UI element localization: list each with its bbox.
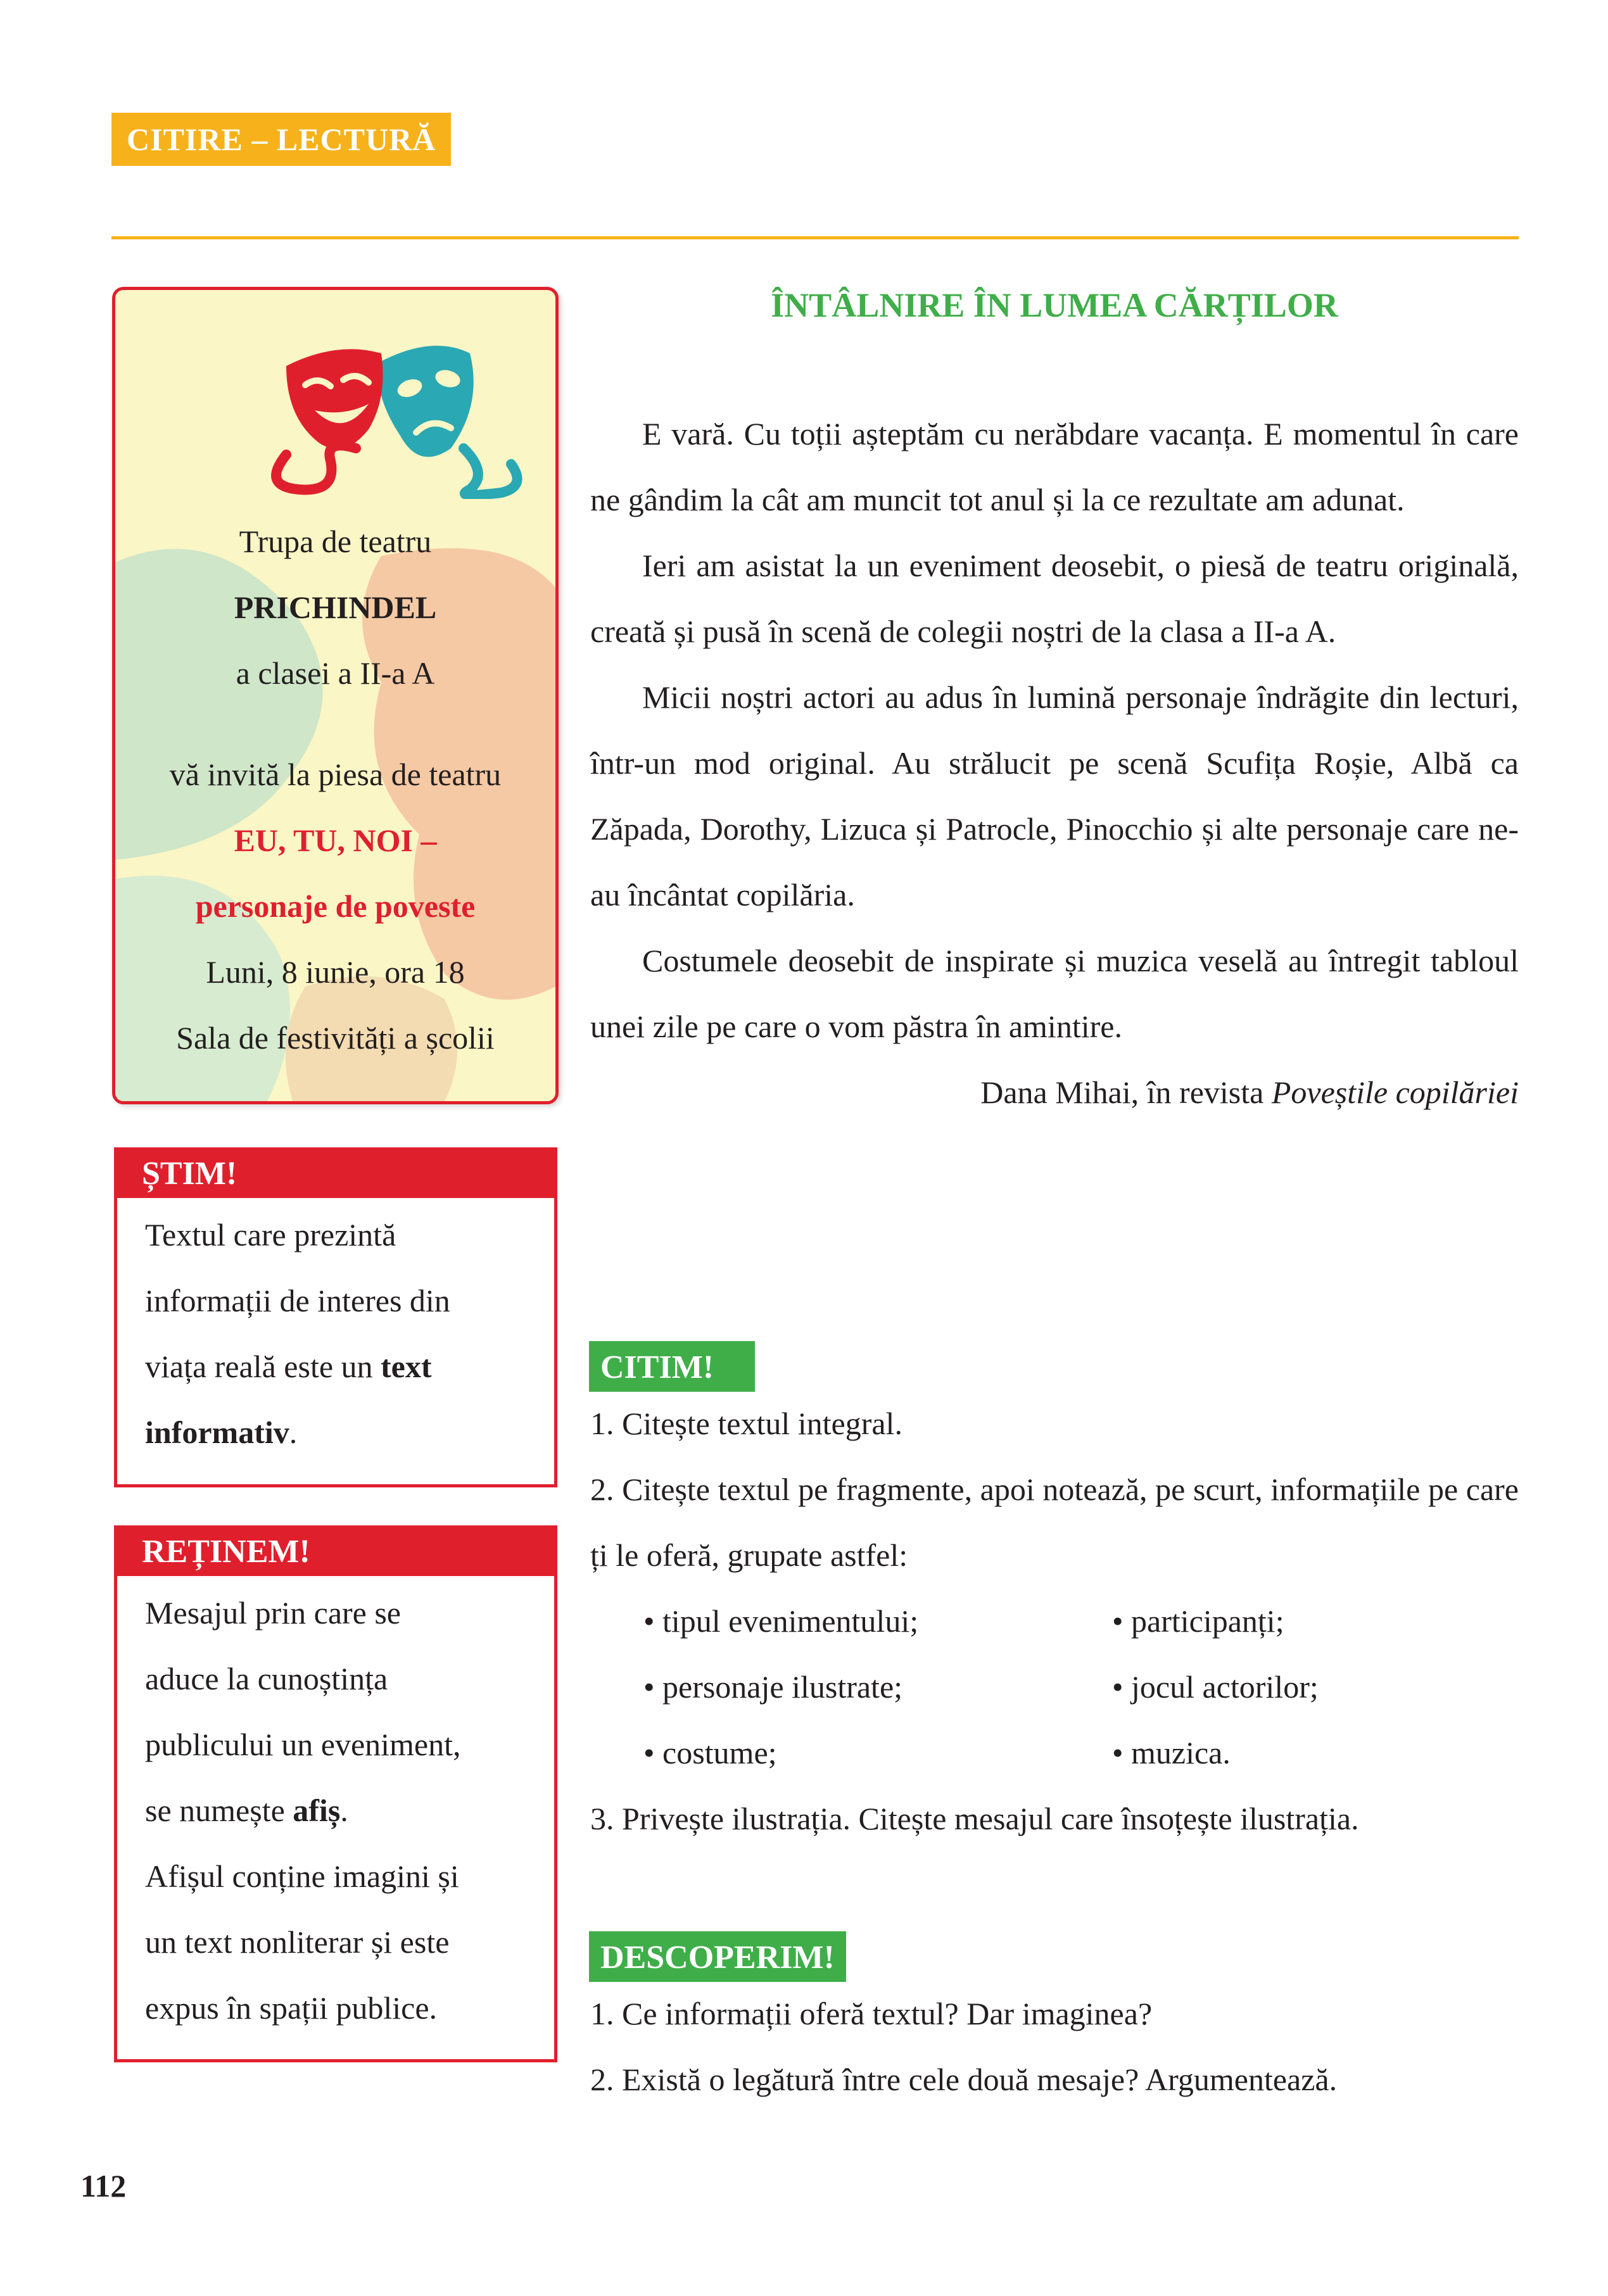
citim-heading: CITIM!: [589, 1341, 755, 1392]
article-paragraph: Ieri am asistat la un eveniment deosebit, o piesă de teatru originală, creată și pusă în scenă de colegii noștri de la clasa a II-a A.: [590, 548, 1519, 649]
question-item: 2. Există o legătură între cele două mesaje? Argumentează.: [590, 2062, 1338, 2097]
stim-body: [117, 1198, 554, 1465]
article-source: [590, 1059, 1519, 1125]
poster-play-title: EU, TU, NOI –: [234, 823, 437, 858]
article-body: [590, 401, 1519, 1125]
retinem-heading: REȚINEM!: [114, 1525, 557, 1576]
stim-line: Textul care prezintă: [145, 1217, 396, 1252]
bullet-item: • tipul evenimentului;: [643, 1603, 919, 1639]
poster-date: Luni, 8 iunie, ora 18: [206, 954, 465, 990]
bullet-item: • costume;: [643, 1735, 777, 1770]
text-run: se numește: [145, 1793, 293, 1828]
stim-line: [145, 1399, 541, 1465]
task-item: 3. Privește ilustrația. Citește mesajul care însoțește ilustrația.: [590, 1801, 1359, 1836]
task-item: 1. Citește textul integral.: [590, 1406, 902, 1441]
header-divider: [111, 236, 1519, 239]
retinem-line: un text nonliterar și este: [145, 1924, 450, 1960]
poster-line: Trupa de teatru: [239, 524, 432, 559]
retinem-line: publicului un eveniment,: [145, 1727, 461, 1762]
poster-line: vă invită la piesa de teatru: [169, 757, 502, 792]
poster-troupe-name: PRICHINDEL: [234, 590, 437, 625]
citim-tasks: [590, 1391, 1519, 1851]
bullet-list: [590, 1588, 1519, 1786]
retinem-box: [114, 1525, 557, 2062]
bold-term: afiș: [293, 1793, 341, 1828]
article-paragraph: E vară. Cu toții așteptăm cu nerăbdare vacanța. E momentul în care ne gândim la cât am muncit tot anul și la ce rezultate am adunat.: [590, 416, 1519, 517]
poster-text: [115, 508, 555, 1071]
text-run: viața reală este un: [145, 1349, 381, 1384]
descoperim-questions: [590, 1981, 1519, 2112]
stim-heading: ȘTIM!: [114, 1147, 557, 1198]
retinem-line: Afișul conține imagini și: [145, 1858, 459, 1894]
text-run: .: [289, 1415, 298, 1450]
bold-term: text: [381, 1349, 432, 1384]
question-item: 1. Ce informații oferă textul? Dar imaginea?: [590, 1996, 1153, 2031]
poster-place: Sala de festivități a școlii: [176, 1020, 495, 1056]
article-title: ÎNTÂLNIRE ÎN LUMEA CĂRȚILOR: [771, 286, 1338, 324]
retinem-body: [117, 1576, 554, 2041]
task-item: 2. Citește textul pe fragmente, apoi notează, pe scurt, informațiile pe care ți le oferă, grupate astfel:: [590, 1472, 1519, 1573]
bullet-item: • jocul actorilor;: [1112, 1669, 1319, 1705]
bullet-item: • participanți;: [1112, 1603, 1284, 1639]
bold-term: informativ: [145, 1415, 289, 1450]
article-paragraph: Costumele deosebit de inspirate și muzica veselă au întregit tabloul unei zile pe care o vom păstra în amintire.: [590, 943, 1519, 1044]
stim-box: [114, 1147, 557, 1487]
stim-line: informații de interes din: [145, 1283, 450, 1318]
descoperim-heading: DESCOPERIM!: [589, 1931, 846, 1982]
stim-line: [145, 1334, 541, 1399]
bullet-item: • muzica.: [1112, 1735, 1231, 1770]
page-number: 112: [80, 2168, 127, 2204]
section-tag: CITIRE – LECTURĂ: [111, 113, 451, 166]
retinem-line: expus în spații publice.: [145, 1990, 438, 2026]
retinem-line: [145, 1777, 541, 1843]
retinem-line: Mesajul prin care se: [145, 1595, 402, 1631]
source-author: Dana Mihai, în revista: [980, 1075, 1272, 1110]
theater-poster: [112, 287, 559, 1104]
article-paragraph: Micii noștri actori au adus în lumină personaje îndrăgite din lecturi, într-un mod original. Au strălucit pe scenă Scufița Roșie, Albă ca Zăpada, Dorothy, Lizuca și Patrocle, Pinocchio și alte personaje care ne-au încântat copilăria.: [590, 679, 1519, 912]
source-title: Poveștile copilăriei: [1271, 1075, 1519, 1110]
bullet-item: • personaje ilustrate;: [643, 1669, 903, 1705]
retinem-line: aduce la cunoștința: [145, 1661, 388, 1696]
text-run: .: [340, 1793, 348, 1828]
poster-play-title: personaje de poveste: [195, 888, 476, 924]
poster-line: a clasei a II-a A: [236, 655, 435, 691]
theater-masks-icon: [261, 328, 527, 499]
